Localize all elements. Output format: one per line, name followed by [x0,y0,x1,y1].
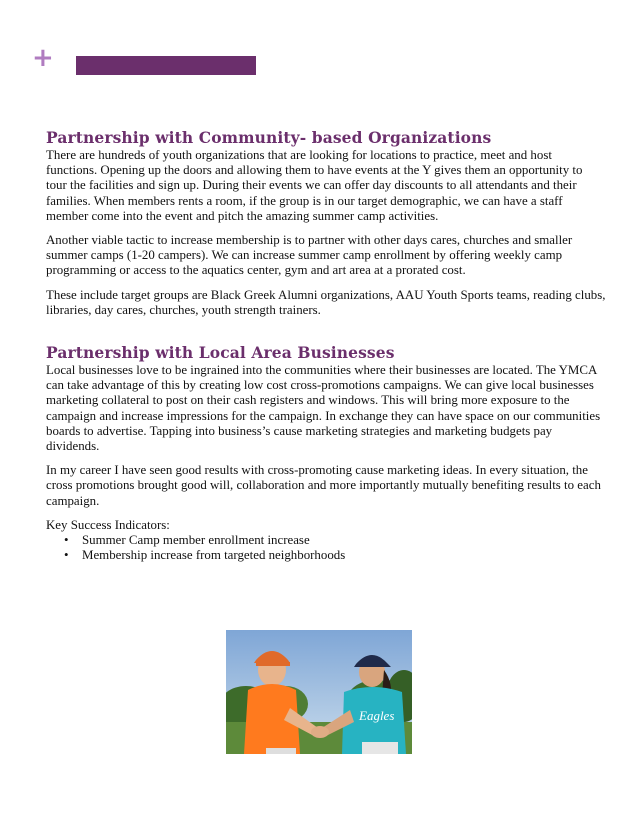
section-heading-businesses: Partnership with Local Area Businesses [46,343,395,363]
list-item: • Summer Camp member enrollment increase [82,533,606,548]
section-heading-community: Partnership with Community- based Organizations [46,128,492,147]
list-item: • Membership increase from targeted neighborhoods [82,548,606,563]
paragraph: These include target groups are Black Greek Alumni organizations, AAU Youth Sports teams, reading clubs, libraries, day cares, churches, youth strength trainers. [46,287,606,317]
jersey-text: Eagles [359,708,395,723]
paragraph: There are hundreds of youth organizations that are looking for locations to practice, meet and host functions. Opening up the doors and allowing them to have events at the Y gives them an opportunity to tour the facilities and sign up. During their events we can offer day discounts to all attendants and their families. When members rents a room, if the group is in our target demographic, we can have a staff member come into the event and pitch the amazing summer camp activities. [46,148,583,223]
document-body [46,128,606,563]
paragraph: Local businesses love to be ingrained into the communities where their businesses are located. The YMCA can take advantage of this by creating low cost cross-promotions campaigns. We can give local businesses marketing collateral to post on their cash registers and windows. This will bring more exposure to the campaign and increase impressions for the campaign. In exchange they can have space on our communities boards to advertise. Tapping into business’s cause marketing strategies and marketing budgets pay dividends. [46,363,601,454]
kpi-list [46,533,606,563]
handshake-photo [226,630,412,754]
paragraph: In my career I have seen good results with cross-promoting cause marketing ideas. In every situation, the cross promotions brought good will, collaboration and more importantly mutually benefiting results to each campaign. [46,463,601,508]
header-bar [76,56,256,75]
kpi-title: Key Success Indicators: [46,517,170,532]
plus-icon: + [32,43,54,73]
paragraph: Another viable tactic to increase membership is to partner with other days cares, churches and smaller summer camps (1-20 campers). We can increase summer camp enrollment by offering weekly camp programming or access to the aquatics center, gym and art area at a prorated cost. [46,233,573,278]
